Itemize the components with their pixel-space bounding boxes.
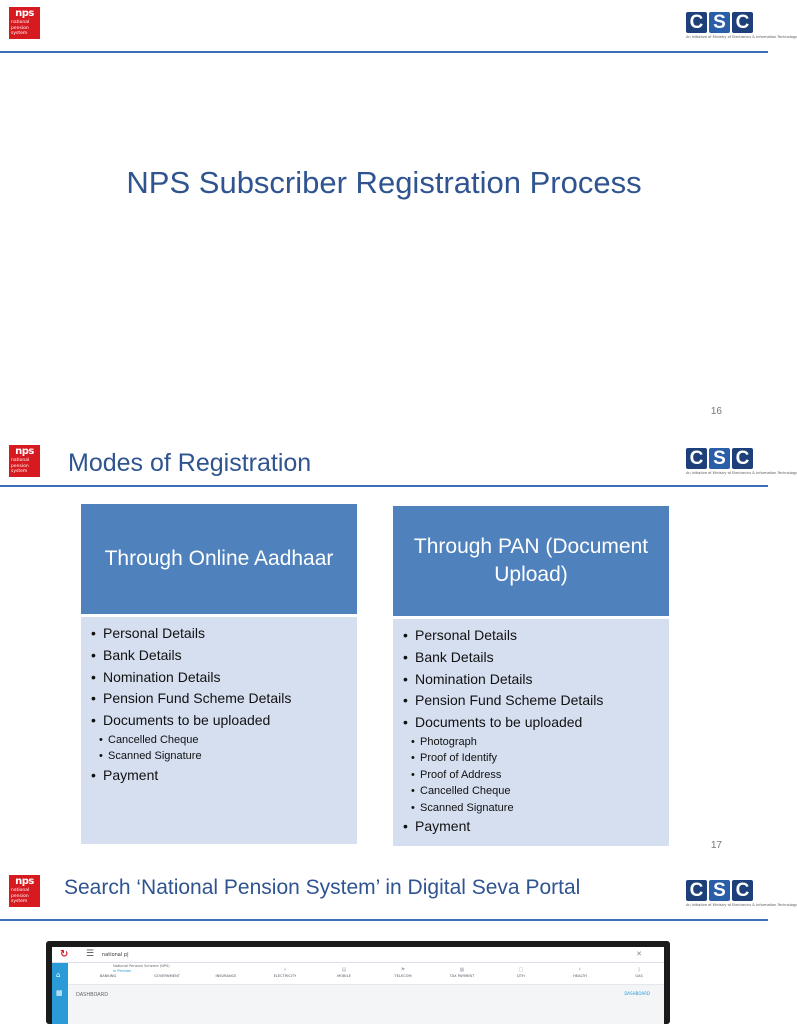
sub-list-item: • Scanned Signature xyxy=(91,748,347,765)
service-tab[interactable] xyxy=(383,967,423,978)
service-tab-label: TAX PAYMENT xyxy=(449,974,475,978)
hamburger-icon[interactable]: ☰ xyxy=(86,949,95,959)
box-body xyxy=(81,614,357,844)
slide-18 xyxy=(0,864,797,1024)
service-icon: ⚑ xyxy=(400,967,406,973)
slide-title: NPS Subscriber Registration Process xyxy=(126,165,642,200)
service-tab-label: ELECTRICITY xyxy=(273,974,297,978)
service-icon xyxy=(88,967,128,974)
box-heading: Through Online Aadhaar xyxy=(81,504,357,614)
bullet-list xyxy=(403,625,659,838)
service-tab[interactable] xyxy=(324,967,364,978)
service-tab-label: DTH xyxy=(517,974,525,978)
nps-logo: nps national pension system xyxy=(9,875,40,907)
header-rule xyxy=(0,51,768,53)
header-rule xyxy=(0,485,768,487)
header-rule xyxy=(0,919,768,921)
slide-title: Modes of Registration xyxy=(68,449,312,477)
nps-logo: nps national pension system xyxy=(9,7,40,39)
list-item: • Bank Details xyxy=(91,645,347,667)
service-icon: ▤ xyxy=(341,967,347,973)
page-number: 16 xyxy=(710,406,722,417)
service-icon: □ xyxy=(518,967,524,973)
service-icon: ⚡ xyxy=(283,967,287,973)
service-tab[interactable] xyxy=(619,967,659,978)
service-tab-label: GAS xyxy=(635,974,643,978)
list-item: • Payment xyxy=(403,816,659,838)
sub-list-item: • Scanned Signature xyxy=(403,800,659,817)
list-item: • Nomination Details xyxy=(403,669,659,691)
list-item: • Personal Details xyxy=(91,623,347,645)
service-icon xyxy=(206,967,246,974)
service-tab-label: INSURANCE xyxy=(215,974,237,978)
sub-list-item: • Cancelled Cheque xyxy=(91,732,347,749)
portal-search-input[interactable]: national p| xyxy=(102,952,129,958)
service-tab[interactable] xyxy=(560,967,600,978)
service-icon: ⚕ xyxy=(578,967,582,973)
portal-service-tabs xyxy=(68,963,664,985)
csc-logo: C S C An Initiative of Ministry of Electronics & Information Technology xyxy=(686,880,797,907)
pan-mode-box xyxy=(393,506,669,846)
list-item: • Documents to be uploaded xyxy=(403,712,659,734)
page-number: 17 xyxy=(710,840,722,851)
slide-16 xyxy=(0,0,797,432)
service-tab[interactable] xyxy=(501,967,541,978)
service-tab[interactable] xyxy=(442,967,482,978)
portal-sidebar xyxy=(52,963,68,1024)
list-item: • Bank Details xyxy=(403,647,659,669)
portal-screenshot xyxy=(46,941,670,1024)
service-tab-label: HEALTH xyxy=(573,974,587,978)
sub-list-item: • Proof of Address xyxy=(403,767,659,784)
close-icon[interactable]: ✕ xyxy=(636,950,642,958)
service-tab[interactable] xyxy=(206,967,246,978)
home-icon[interactable]: ⌂ xyxy=(56,971,61,979)
portal-logo-icon: ↻ xyxy=(60,949,69,960)
slide-title: Search ‘National Pension System’ in Digital Seva Portal xyxy=(64,876,581,899)
list-item: • Pension Fund Scheme Details xyxy=(91,688,347,710)
list-item: • Nomination Details xyxy=(91,667,347,689)
csc-logo: C S C An Initiative of Ministry of Electronics & Information Technology xyxy=(686,448,797,475)
dashboard-label: DASHBOARD xyxy=(76,992,109,998)
service-tab-label: TELECOM xyxy=(394,974,412,978)
csc-logo: C S C An Initiative of Ministry of Electronics & Information Technology xyxy=(686,12,797,39)
sub-list-item: • Cancelled Cheque xyxy=(403,783,659,800)
box-heading: Through PAN (Document Upload) xyxy=(393,506,669,616)
sub-list-item: • Proof of Identify xyxy=(403,750,659,767)
service-tab-label: BANKING xyxy=(99,974,117,978)
nps-logo: nps national pension system xyxy=(9,445,40,477)
service-icon: ▦ xyxy=(459,967,465,973)
aadhaar-mode-box xyxy=(81,504,357,844)
sub-list-item: • Photograph xyxy=(403,734,659,751)
service-tab-label: GOVERNMENT xyxy=(154,974,180,978)
dashboard-link[interactable]: DASHBOARD xyxy=(624,991,650,996)
service-icon: ▯ xyxy=(637,967,641,973)
box-body xyxy=(393,616,669,846)
bullet-list xyxy=(91,623,347,787)
grid-icon[interactable]: ▦ xyxy=(56,989,63,997)
slide-17 xyxy=(0,438,797,858)
service-tab[interactable] xyxy=(88,967,128,978)
list-item: • Documents to be uploaded xyxy=(91,710,347,732)
list-item: • Pension Fund Scheme Details xyxy=(403,690,659,712)
list-item: • Payment xyxy=(91,765,347,787)
portal-topbar xyxy=(52,947,664,963)
list-item: • Personal Details xyxy=(403,625,659,647)
service-tab[interactable] xyxy=(147,967,187,978)
service-tab-label: MOBILE xyxy=(337,974,351,978)
service-icon xyxy=(147,967,187,974)
service-tab[interactable] xyxy=(265,967,305,978)
search-result[interactable]: National Pension Scheme (NPS) in Pension xyxy=(113,964,170,973)
